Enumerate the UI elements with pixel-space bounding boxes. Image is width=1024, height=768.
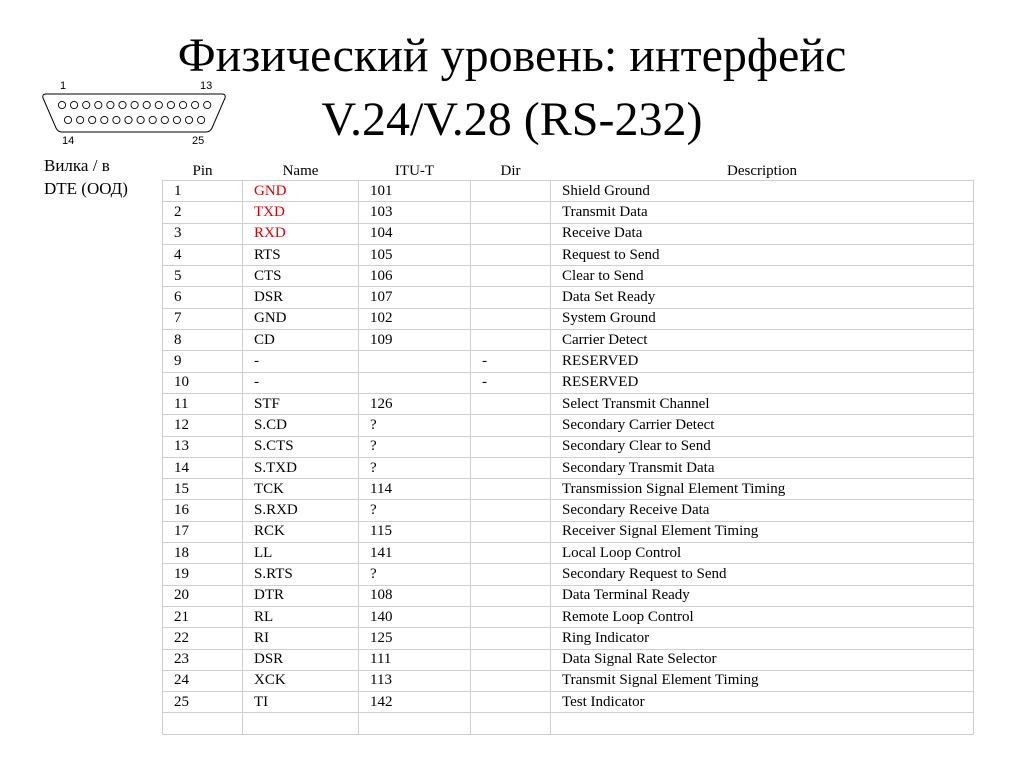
connector-caption-line2: DTE (ООД) bbox=[44, 179, 128, 198]
cell-name: GND bbox=[243, 181, 359, 202]
connector-pin-hole bbox=[125, 116, 132, 123]
connector-pin-hole bbox=[155, 101, 162, 108]
cell-itu: ? bbox=[359, 415, 471, 436]
table-row bbox=[163, 521, 974, 542]
connector-pin-hole bbox=[89, 116, 96, 123]
slide-title-line2: V.24/V.28 (RS-232) bbox=[321, 93, 703, 146]
cell-itu: 142 bbox=[359, 692, 471, 713]
cell-dir bbox=[471, 606, 551, 627]
table-row bbox=[163, 181, 974, 202]
cell-itu bbox=[359, 713, 471, 734]
cell-itu: 113 bbox=[359, 670, 471, 691]
connector-caption bbox=[44, 154, 128, 200]
pin-label-1: 1 bbox=[60, 80, 67, 92]
cell-name: RI bbox=[243, 628, 359, 649]
connector-pin-hole bbox=[113, 116, 120, 123]
db25-connector-icon bbox=[40, 76, 228, 156]
cell-name: XCK bbox=[243, 670, 359, 691]
pinout-table bbox=[162, 158, 974, 735]
cell-itu: 108 bbox=[359, 585, 471, 606]
connector-pin-hole bbox=[58, 101, 65, 108]
table-row bbox=[163, 372, 974, 393]
cell-pin: 10 bbox=[163, 372, 243, 393]
cell-pin: 12 bbox=[163, 415, 243, 436]
connector-pins-row2 bbox=[64, 116, 204, 123]
cell-dir bbox=[471, 564, 551, 585]
connector-pin-hole bbox=[71, 101, 78, 108]
cell-itu: ? bbox=[359, 564, 471, 585]
table-row bbox=[163, 287, 974, 308]
connector-pin-hole bbox=[101, 116, 108, 123]
cell-name: RTS bbox=[243, 244, 359, 265]
table-row bbox=[163, 393, 974, 414]
cell-description: Data Signal Rate Selector bbox=[551, 649, 974, 670]
cell-itu: 103 bbox=[359, 202, 471, 223]
slide-title-line1: Физический уровень: интерфейс bbox=[177, 29, 847, 82]
table-row bbox=[163, 713, 974, 734]
cell-pin: 19 bbox=[163, 564, 243, 585]
table-row bbox=[163, 266, 974, 287]
table-row bbox=[163, 692, 974, 713]
cell-itu: 126 bbox=[359, 393, 471, 414]
connector-pin-hole bbox=[143, 101, 150, 108]
cell-dir bbox=[471, 479, 551, 500]
cell-name: DTR bbox=[243, 585, 359, 606]
cell-pin: 4 bbox=[163, 244, 243, 265]
connector-caption-line1: Вилка / в bbox=[44, 156, 110, 175]
table-row bbox=[163, 606, 974, 627]
cell-name: TI bbox=[243, 692, 359, 713]
cell-dir bbox=[471, 457, 551, 478]
cell-name: CD bbox=[243, 330, 359, 351]
cell-name: S.RTS bbox=[243, 564, 359, 585]
cell-itu: 111 bbox=[359, 649, 471, 670]
cell-description: System Ground bbox=[551, 308, 974, 329]
cell-dir bbox=[471, 521, 551, 542]
cell-pin: 25 bbox=[163, 692, 243, 713]
cell-dir bbox=[471, 244, 551, 265]
cell-itu: 140 bbox=[359, 606, 471, 627]
cell-itu bbox=[359, 372, 471, 393]
table-row bbox=[163, 628, 974, 649]
table-row bbox=[163, 351, 974, 372]
cell-pin: 8 bbox=[163, 330, 243, 351]
table-body bbox=[163, 181, 974, 735]
cell-pin: 2 bbox=[163, 202, 243, 223]
cell-description: Carrier Detect bbox=[551, 330, 974, 351]
cell-itu: 105 bbox=[359, 244, 471, 265]
header-dir: Dir bbox=[500, 163, 521, 179]
cell-description bbox=[551, 713, 974, 734]
cell-dir bbox=[471, 543, 551, 564]
cell-description: Transmit Signal Element Timing bbox=[551, 670, 974, 691]
cell-pin: 24 bbox=[163, 670, 243, 691]
cell-itu: 141 bbox=[359, 543, 471, 564]
pin-label-25: 25 bbox=[192, 135, 205, 147]
table-row bbox=[163, 500, 974, 521]
table-row bbox=[163, 244, 974, 265]
cell-dir bbox=[471, 202, 551, 223]
cell-dir bbox=[471, 692, 551, 713]
cell-pin bbox=[163, 713, 243, 734]
cell-itu: 109 bbox=[359, 330, 471, 351]
cell-dir bbox=[471, 308, 551, 329]
cell-name: STF bbox=[243, 393, 359, 414]
cell-dir bbox=[471, 670, 551, 691]
cell-itu: 114 bbox=[359, 479, 471, 500]
cell-description: Transmission Signal Element Timing bbox=[551, 479, 974, 500]
table-row bbox=[163, 330, 974, 351]
table-row bbox=[163, 479, 974, 500]
connector-pin-hole bbox=[77, 116, 84, 123]
table-row bbox=[163, 564, 974, 585]
cell-name: S.CD bbox=[243, 415, 359, 436]
cell-description: RESERVED bbox=[551, 351, 974, 372]
cell-description: Data Set Ready bbox=[551, 287, 974, 308]
cell-description: Shield Ground bbox=[551, 181, 974, 202]
cell-dir bbox=[471, 266, 551, 287]
header-name: Name bbox=[282, 163, 319, 179]
cell-name: DSR bbox=[243, 649, 359, 670]
table-row bbox=[163, 670, 974, 691]
table-row bbox=[163, 223, 974, 244]
cell-name: RL bbox=[243, 606, 359, 627]
cell-name: LL bbox=[243, 543, 359, 564]
cell-dir: - bbox=[471, 351, 551, 372]
cell-pin: 17 bbox=[163, 521, 243, 542]
cell-itu: 106 bbox=[359, 266, 471, 287]
cell-description: Secondary Carrier Detect bbox=[551, 415, 974, 436]
cell-name: - bbox=[243, 372, 359, 393]
cell-description: Clear to Send bbox=[551, 266, 974, 287]
cell-itu: ? bbox=[359, 436, 471, 457]
header-pin: Pin bbox=[192, 163, 213, 179]
cell-dir bbox=[471, 585, 551, 606]
cell-dir bbox=[471, 713, 551, 734]
cell-description: Request to Send bbox=[551, 244, 974, 265]
cell-pin: 6 bbox=[163, 287, 243, 308]
cell-itu: 115 bbox=[359, 521, 471, 542]
cell-pin: 15 bbox=[163, 479, 243, 500]
cell-name: S.CTS bbox=[243, 436, 359, 457]
cell-dir bbox=[471, 287, 551, 308]
connector-pin-hole bbox=[131, 101, 138, 108]
cell-name: RCK bbox=[243, 521, 359, 542]
cell-itu bbox=[359, 351, 471, 372]
cell-name: S.RXD bbox=[243, 500, 359, 521]
cell-pin: 5 bbox=[163, 266, 243, 287]
cell-pin: 22 bbox=[163, 628, 243, 649]
cell-dir bbox=[471, 330, 551, 351]
cell-pin: 18 bbox=[163, 543, 243, 564]
cell-description: RESERVED bbox=[551, 372, 974, 393]
connector-pin-hole bbox=[149, 116, 156, 123]
connector-pin-hole bbox=[137, 116, 144, 123]
cell-dir bbox=[471, 181, 551, 202]
cell-name: TCK bbox=[243, 479, 359, 500]
connector-pin-hole bbox=[192, 101, 199, 108]
cell-dir bbox=[471, 436, 551, 457]
connector-pin-hole bbox=[173, 116, 180, 123]
cell-pin: 11 bbox=[163, 393, 243, 414]
cell-itu: 102 bbox=[359, 308, 471, 329]
connector-pin-hole bbox=[204, 101, 211, 108]
table-row bbox=[163, 436, 974, 457]
connector-pins-row1 bbox=[58, 101, 210, 108]
cell-pin: 1 bbox=[163, 181, 243, 202]
cell-description: Remote Loop Control bbox=[551, 606, 974, 627]
cell-description: Secondary Receive Data bbox=[551, 500, 974, 521]
cell-pin: 16 bbox=[163, 500, 243, 521]
cell-name bbox=[243, 713, 359, 734]
cell-description: Receiver Signal Element Timing bbox=[551, 521, 974, 542]
pin-label-13: 13 bbox=[200, 80, 213, 92]
cell-name: TXD bbox=[243, 202, 359, 223]
table-row bbox=[163, 649, 974, 670]
pin-label-14: 14 bbox=[62, 135, 75, 147]
cell-description: Secondary Transmit Data bbox=[551, 457, 974, 478]
cell-description: Local Loop Control bbox=[551, 543, 974, 564]
cell-description: Ring Indicator bbox=[551, 628, 974, 649]
cell-itu: 104 bbox=[359, 223, 471, 244]
cell-pin: 14 bbox=[163, 457, 243, 478]
cell-name: RXD bbox=[243, 223, 359, 244]
table-row bbox=[163, 202, 974, 223]
cell-dir bbox=[471, 393, 551, 414]
table-row bbox=[163, 457, 974, 478]
connector-pin-hole bbox=[161, 116, 168, 123]
cell-description: Select Transmit Channel bbox=[551, 393, 974, 414]
cell-dir bbox=[471, 223, 551, 244]
connector-pin-hole bbox=[179, 101, 186, 108]
cell-itu: ? bbox=[359, 500, 471, 521]
cell-name: - bbox=[243, 351, 359, 372]
cell-dir bbox=[471, 415, 551, 436]
cell-itu: 125 bbox=[359, 628, 471, 649]
table-row bbox=[163, 543, 974, 564]
cell-dir: - bbox=[471, 372, 551, 393]
cell-description: Test Indicator bbox=[551, 692, 974, 713]
cell-dir bbox=[471, 500, 551, 521]
connector-pin-hole bbox=[107, 101, 114, 108]
cell-pin: 9 bbox=[163, 351, 243, 372]
cell-dir bbox=[471, 628, 551, 649]
cell-name: CTS bbox=[243, 266, 359, 287]
table-header-row bbox=[163, 158, 974, 181]
cell-description: Secondary Request to Send bbox=[551, 564, 974, 585]
cell-pin: 21 bbox=[163, 606, 243, 627]
connector-pin-hole bbox=[119, 101, 126, 108]
connector-pin-hole bbox=[198, 116, 205, 123]
cell-name: S.TXD bbox=[243, 457, 359, 478]
connector-pin-hole bbox=[95, 101, 102, 108]
header-itu: ITU-T bbox=[394, 163, 435, 179]
connector-pin-hole bbox=[167, 101, 174, 108]
cell-name: DSR bbox=[243, 287, 359, 308]
cell-pin: 20 bbox=[163, 585, 243, 606]
cell-pin: 13 bbox=[163, 436, 243, 457]
table-row bbox=[163, 415, 974, 436]
cell-itu: 107 bbox=[359, 287, 471, 308]
cell-dir bbox=[471, 649, 551, 670]
table-row bbox=[163, 308, 974, 329]
connector-pin-hole bbox=[64, 116, 71, 123]
cell-description: Transmit Data bbox=[551, 202, 974, 223]
cell-pin: 23 bbox=[163, 649, 243, 670]
cell-description: Receive Data bbox=[551, 223, 974, 244]
connector-pin-hole bbox=[185, 116, 192, 123]
cell-description: Data Terminal Ready bbox=[551, 585, 974, 606]
table-row bbox=[163, 585, 974, 606]
connector-pin-hole bbox=[83, 101, 90, 108]
cell-description: Secondary Clear to Send bbox=[551, 436, 974, 457]
header-description: Description bbox=[727, 163, 797, 179]
cell-itu: ? bbox=[359, 457, 471, 478]
cell-itu: 101 bbox=[359, 181, 471, 202]
cell-pin: 7 bbox=[163, 308, 243, 329]
cell-pin: 3 bbox=[163, 223, 243, 244]
cell-name: GND bbox=[243, 308, 359, 329]
